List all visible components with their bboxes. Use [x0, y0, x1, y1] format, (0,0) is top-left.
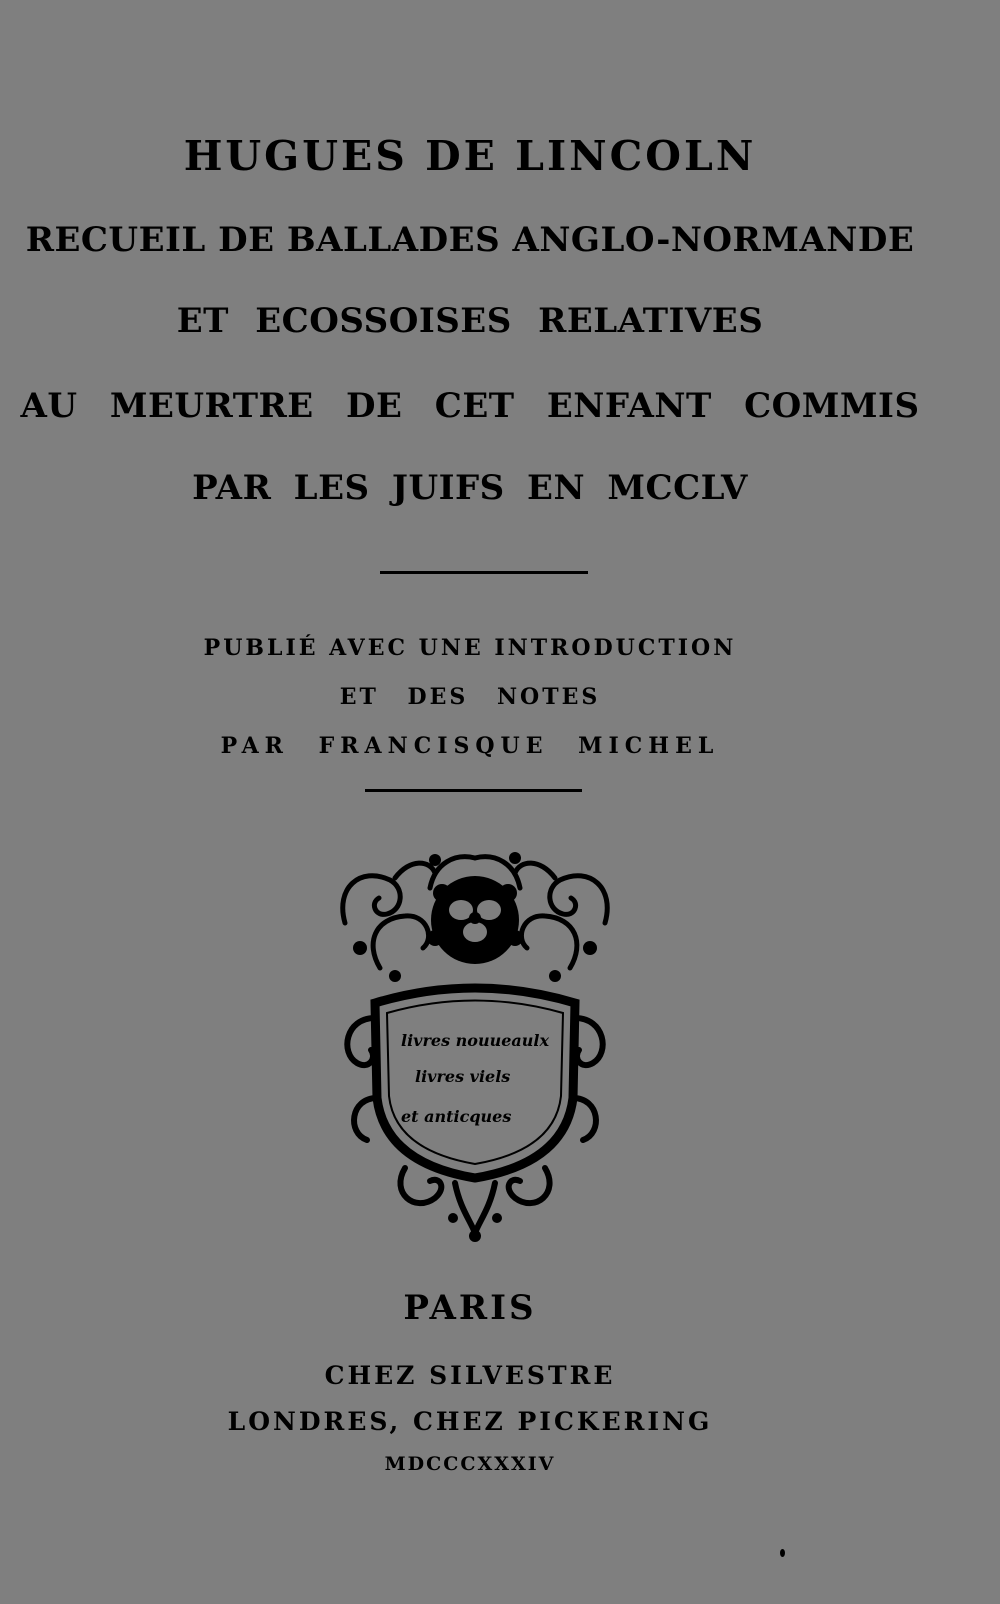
editor-line-3: PAR FRANCISQUE MICHEL [220, 733, 720, 759]
subtitle-line-1: RECUEIL DE BALLADES ANGLO-NORMANDE [25, 220, 915, 260]
ink-speck [780, 1549, 785, 1557]
device-motto-3: et anticques [401, 1107, 512, 1126]
device-motto-1: livres nouueaulx [401, 1031, 550, 1050]
book-title: HUGUES DE LINCOLN [183, 132, 757, 180]
device-motto-2: livres viels [415, 1067, 511, 1086]
upper-divider-rule [380, 571, 588, 574]
imprint-city: PARIS [403, 1288, 537, 1328]
imprint-publisher-london: LONDRES, CHEZ PICKERING [227, 1407, 713, 1436]
editor-line-2: ET DES NOTES [339, 684, 601, 710]
imprint-publisher-paris: CHEZ SILVESTRE [324, 1361, 616, 1390]
lower-divider-rule [365, 789, 582, 792]
subtitle-line-3: AU MEURTRE DE CET ENFANT COMMIS [20, 386, 920, 426]
rose-flower [427, 876, 523, 964]
subtitle-line-2: ET ECOSSOISES RELATIVES [176, 301, 764, 341]
printers-device-emblem [335, 848, 615, 1243]
editor-line-1: PUBLIÉ AVEC UNE INTRODUCTION [203, 635, 737, 661]
subtitle-line-4: PAR LES JUIFS EN MCCLV [192, 468, 748, 508]
imprint-year: MDCCCXXXIV [384, 1453, 556, 1475]
